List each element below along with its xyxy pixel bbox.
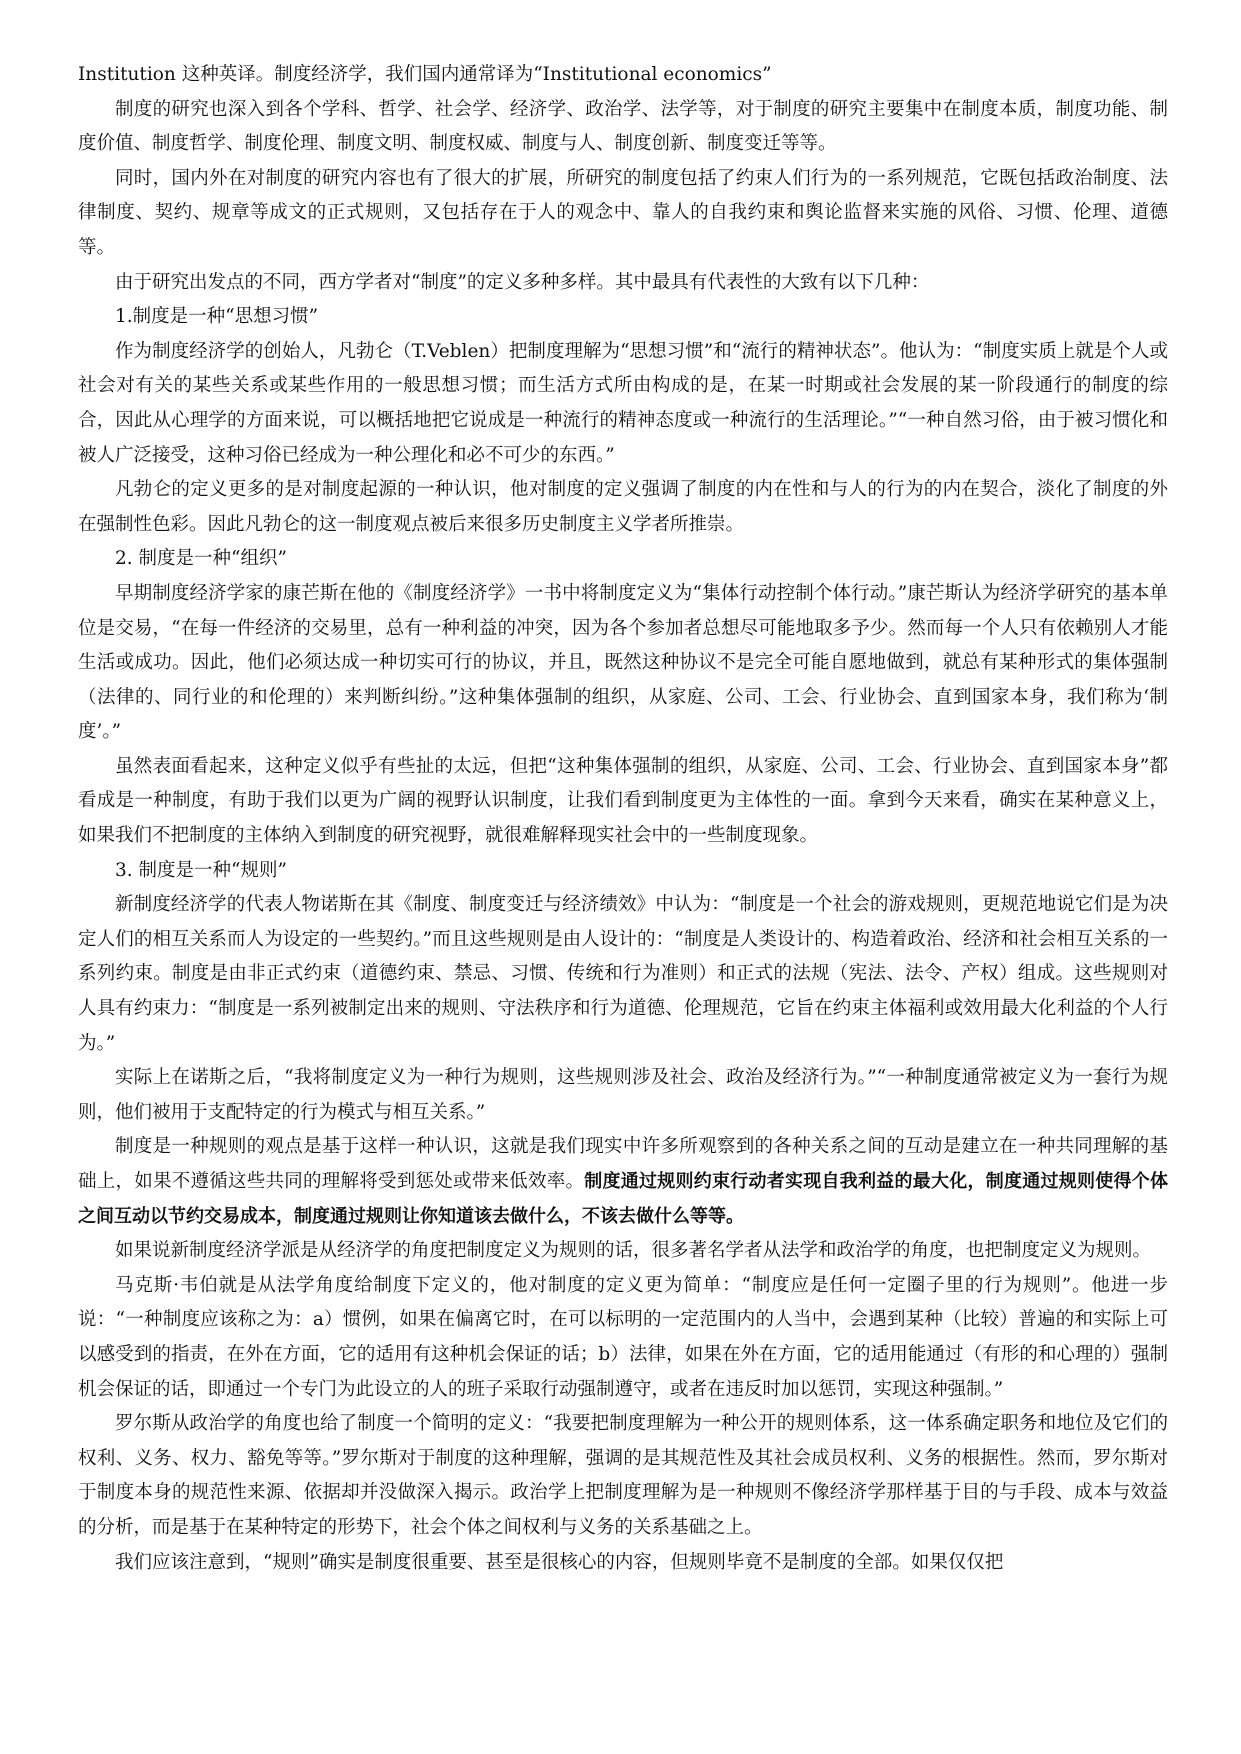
paragraph-7: 虽然表面看起来，这种定义似乎有些扯的太远，但把“这种集体强制的组织，从家庭、公司、工会、行业协会、直到国家本身”都看成是一种制度，有助于我们以更为广阔的视野认识制度，让我们看到制度更为主体性的一面。拿到今天来看，确实在某种意义上，如果我们不把制度的主体纳入到制度的研究视野，就很难解释现实社会中的一些制度现象。 bbox=[78, 755, 1168, 847]
section-heading-2: 2. 制度是一种“组织” bbox=[115, 548, 287, 570]
paragraph-0: Institution 这种英译。制度经济学，我们国内通常译为“Institutional economics” bbox=[78, 64, 772, 85]
section-heading-3: 3. 制度是一种“规则” bbox=[115, 859, 287, 881]
section-heading-1: 1.制度是一种“思想习惯” bbox=[115, 306, 319, 328]
paragraph-9: 实际上在诺斯之后，“我将制度定义为一种行为规则，这些规则涉及社会、政治及经济行为。”“一种制度通常被定义为一套行为规则，他们被用于支配特定的行为模式与相互关系。” bbox=[78, 1067, 1168, 1123]
paragraph-12: 马克斯·韦伯就是从法学角度给制度下定义的，他对制度的定义更为简单：“制度应是任何一定圈子里的行为规则”。他进一步说：“一种制度应该称之为：a）惯例，如果在偏离它时，在可以标明的一定范围内的人当中，会遇到某种（比较）普遍的和实际上可以感受到的指责，在外在方面，它的适用有这种机会保证的话；b）法律，如果在外在方面，它的适用能通过（有形的和心理的）强制机会保证的话，即通过一个专门为此设立的人的班子采取行动强制遵守，或者在违反时加以惩罚，实现这种强制。” bbox=[78, 1274, 1168, 1400]
paragraph-13: 罗尔斯从政治学的角度也给了制度一个简明的定义：“我要把制度理解为一种公开的规则体系，这一体系确定职务和地位及它们的权利、义务、权力、豁免等等。”罗尔斯对于制度的这种理解，强调的是其规范性及其社会成员权利、义务的根据性。然而，罗尔斯对于制度本身的规范性来源、依据却并没做深入揭示。政治学上把制度理解为是一种规则不像经济学那样基于目的与手段、成本与效益的分析，而是基于在某种特定的形势下，社会个体之间权利与义务的关系基础之上。 bbox=[78, 1413, 1168, 1538]
document-page bbox=[78, 58, 1168, 1580]
paragraph-4: 作为制度经济学的创始人，凡勃仑（T.Veblen）把制度理解为“思想习惯”和“流行的精神状态”。他认为：“制度实质上就是个人或社会对有关的某些关系或某些作用的一般思想习惯；而生活方式所由构成的是，在某一时期或社会发展的某一阶段通行的制度的综合，因此从心理学的方面来说，可以概括地把它说成是一种流行的精神态度或一种流行的生活理论。”“一种自然习俗，由于被习惯化和被人广泛接受，这种习俗已经成为一种公理化和必不可少的东西。” bbox=[78, 340, 1168, 466]
paragraph-14: 我们应该注意到，“规则”确实是制度很重要、甚至是很核心的内容，但规则毕竟不是制度的全部。如果仅仅把 bbox=[115, 1551, 1004, 1573]
paragraph-11: 如果说新制度经济学派是从经济学的角度把制度定义为规则的话，很多著名学者从法学和政治学的角度，也把制度定义为规则。 bbox=[115, 1240, 1152, 1262]
paragraph-6: 早期制度经济学家的康芒斯在他的《制度经济学》一书中将制度定义为“集体行动控制个体行动。”康芒斯认为经济学研究的基本单位是交易，“在每一件经济的交易里，总有一种利益的冲突，因为各个参加者总想尽可能地取多予少。然而每一个人只有依赖别人才能生活或成功。因此，他们必须达成一种切实可行的协议，并且，既然这种协议不是完全可能自愿地做到，就总有某种形式的集体强制（法律的、同行业的和伦理的）来判断纠纷。”这种集体强制的组织，从家庭、公司、工会、行业协会、直到国家本身，我们称为‘制度’。” bbox=[78, 582, 1168, 743]
paragraph-3: 由于研究出发点的不同，西方学者对“制度”的定义多种多样。其中最具有代表性的大致有以下几种： bbox=[115, 271, 930, 293]
paragraph-8: 新制度经济学的代表人物诺斯在其《制度、制度变迁与经济绩效》中认为：“制度是一个社会的游戏规则，更规范地说它们是为决定人们的相互关系而人为设定的一些契约。”而且这些规则是由人设计的：“制度是人类设计的、构造着政治、经济和社会相互关系的一系列约束。制度是由非正式约束（道德约束、禁忌、习惯、传统和行为准则）和正式的法规（宪法、法令、产权）组成。这些规则对人具有约束力：“制度是一系列被制定出来的规则、守法秩序和行为道德、伦理规范，它旨在约束主体福利或效用最大化利益的个人行为。” bbox=[78, 894, 1168, 1054]
paragraph-5: 凡勃仑的定义更多的是对制度起源的一种认识，他对制度的定义强调了制度的内在性和与人的行为的内在契合，淡化了制度的外在强制性色彩。因此凡勃仑的这一制度观点被后来很多历史制度主义学者所推崇。 bbox=[78, 479, 1168, 535]
paragraph-1: 制度的研究也深入到各个学科、哲学、社会学、经济学、政治学、法学等，对于制度的研究主要集中在制度本质，制度功能、制度价值、制度哲学、制度伦理、制度文明、制度权威、制度与人、制度创新、制度变迁等等。 bbox=[78, 98, 1168, 155]
paragraph-10 bbox=[78, 1130, 1168, 1234]
paragraph-2: 同时，国内外在对制度的研究内容也有了很大的扩展，所研究的制度包括了约束人们行为的一系列规范，它既包括政治制度、法律制度、契约、规章等成文的正式规则，又包括存在于人的观念中、靠人的自我约束和舆论监督来实施的风俗、习惯、伦理、道德等。 bbox=[78, 167, 1168, 258]
paragraph-10-bold: 制度通过规则约束行动者实现自我利益的最大化，制度通过规则使得个体之间互动以节约交易成本，制度通过规则让你知道该去做什么，不该去做什么等等。 bbox=[78, 1171, 1168, 1227]
paragraph-10-text: 制度是一种规则的观点是基于这样一种认识，这就是我们现实中许多所观察到的各种关系之间的互动是建立在一种共同理解的基础上，如果不遵循这些共同的理解将受到惩处或带来低效率。 bbox=[78, 1136, 1168, 1192]
